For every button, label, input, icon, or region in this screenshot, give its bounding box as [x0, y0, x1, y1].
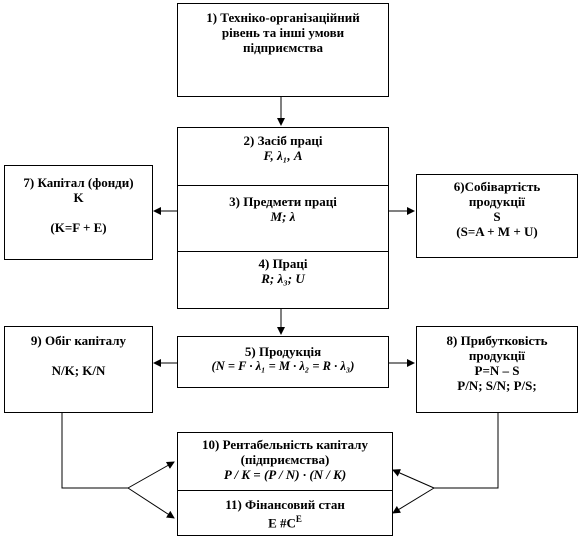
block-2-formula: F, λ₁, A: [263, 148, 303, 163]
block-11-text: [177, 497, 393, 530]
block-9-line2: N/K; K/N: [51, 363, 106, 378]
block-8-line1: 8) Прибутковість: [446, 333, 548, 348]
block-6-line4: (S=A + M + U): [456, 224, 538, 239]
block-9-text: [4, 333, 153, 378]
connector-9-down: [62, 413, 128, 488]
block-10-line1: 10) Рентабельність капіталу: [202, 437, 368, 452]
block-4-text: [177, 256, 389, 286]
block-1-line1: 1) Техніко-організаційний: [206, 10, 360, 25]
block-5-title: 5) Продукція: [244, 344, 322, 359]
block-5-text: [177, 344, 389, 374]
block-8-line3: P=N – S: [474, 363, 520, 378]
arrow-8-to-11: [393, 488, 434, 513]
arrow-9-to-11: [128, 488, 174, 518]
block-2-title: 2) Засіб праці: [243, 133, 323, 148]
block-11-line2: E #C: [268, 515, 296, 531]
block-10-line2: (підприємства): [240, 452, 330, 467]
block-7-line1: 7) Капітал (фонди): [23, 175, 134, 190]
block-10-formula: P / K = (P / N) · (N / K): [223, 467, 347, 482]
block-4-title: 4) Праці: [258, 256, 308, 271]
block-7-text: [4, 175, 153, 235]
block-8-text: [416, 333, 578, 393]
block-1-line2: рівень та інші умови: [221, 25, 345, 40]
block-6-line1: 6)Собівартість: [453, 179, 541, 194]
block-3-formula: M; λ: [270, 209, 296, 224]
connector-8-down: [434, 413, 498, 488]
block-2-text: [177, 133, 389, 163]
block-1-text: [177, 10, 389, 55]
block-8-line4: P/N; S/N; P/S;: [457, 378, 537, 393]
block-7-line2: K: [73, 190, 84, 205]
block-11-sup: E: [295, 514, 302, 524]
block-9-line1: 9) Обіг капіталу: [30, 333, 127, 348]
block-8-line2: продукції: [468, 348, 526, 363]
block-6-line3: S: [493, 209, 501, 224]
block-5-formula: (N = F · λ₁ = M · λ₂ = R · λ₃): [211, 359, 355, 373]
block-6-line2: продукції: [468, 194, 526, 209]
arrow-8-to-10: [393, 470, 434, 488]
block-7-line3: (K=F + E): [50, 220, 107, 235]
block-11-line1: 11) Фінансовий стан: [225, 497, 345, 512]
block-4-formula: R; λ₃; U: [261, 271, 305, 286]
block-3-title: 3) Предмети праці: [229, 194, 337, 209]
arrow-9-to-10: [128, 462, 174, 488]
block-3-text: [177, 194, 389, 224]
block-10-text: [177, 437, 393, 482]
block-11-line2-wrap: [177, 512, 393, 530]
block-1-line3: підприємства: [242, 40, 324, 55]
block-6-text: [416, 179, 578, 239]
